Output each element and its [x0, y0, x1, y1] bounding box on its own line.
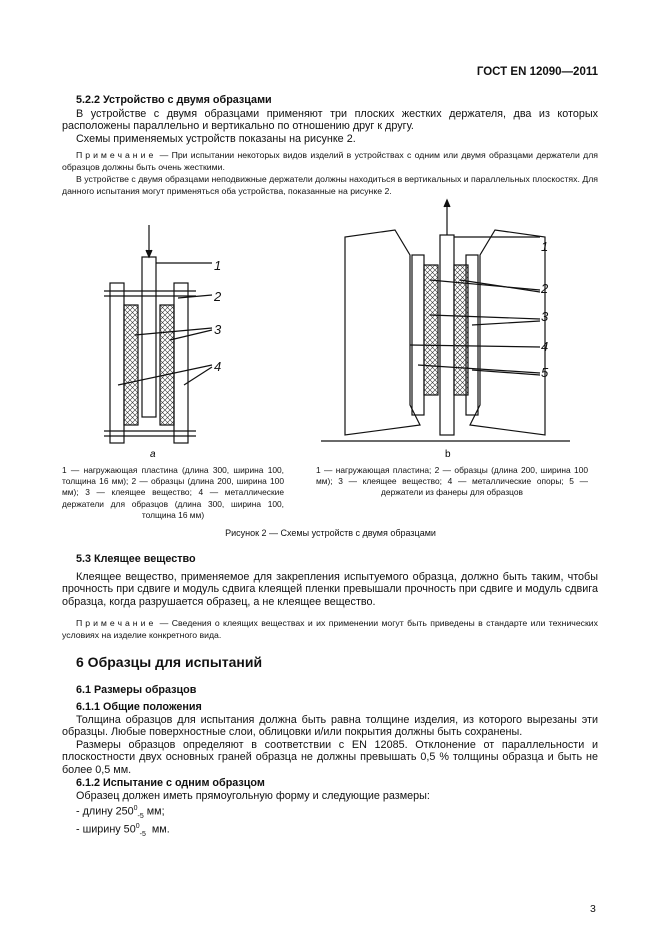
- figure-label-b: b: [445, 449, 451, 460]
- item-text: - ширину 50: [76, 823, 136, 836]
- paragraph: В устройстве с двумя образцами неподвижные держатели должны находиться в вертикальных и параллельных плоскостях. Для данного испытания могут применяться оба устройства, показанные на рисунке 2.: [62, 174, 598, 196]
- note: [62, 149, 598, 173]
- figure-legend-b: 1 — нагружающая пластина; 2 — образцы (длина 200, ширина 100 мм); 3 — клеящее вещество; 4 — металлические опоры; 5 — держатели из фанеры для образцов: [316, 465, 588, 498]
- paragraph: Толщина образцов для испытания должна быть равна толщине изделия, из которого вырезаны эти образцы. Любые поверхностные слои, облицовки и/или покрытия должны быть сохранены.: [62, 714, 598, 739]
- callout-b-2: 2: [541, 281, 549, 296]
- callout-a-3: 3: [214, 322, 222, 337]
- section-heading: 6.1.1 Общие положения: [76, 701, 202, 713]
- tolerance-lower: -5: [137, 812, 144, 820]
- page-number: 3: [590, 903, 596, 915]
- section-heading: 6.1 Размеры образцов: [76, 684, 197, 696]
- list-item: [76, 805, 165, 820]
- note-text: — Сведения о клеящих веществах и их применении могут быть приведены в стандарте или технических условиях на изделие конкретного вида.: [62, 618, 598, 640]
- tolerance-upper: 0: [135, 823, 140, 830]
- callout-b-3: 3: [541, 309, 549, 324]
- callout-b-1: 1: [541, 239, 549, 254]
- paragraph: Размеры образцов определяют в соответствии с EN 12085. Отклонение от параллельности и плоскостности двух основных граней образца не должны превышать 0,5 % толщины образца и быть не более 0,5 мм.: [62, 739, 598, 776]
- callout-b-4: 4: [541, 339, 549, 354]
- item-unit: мм;: [143, 805, 165, 818]
- device-a: [104, 225, 212, 443]
- section-heading: 5.2.2 Устройство с двумя образцами: [76, 94, 272, 106]
- item-text: - длину 250: [76, 805, 134, 818]
- list-item: [76, 823, 170, 838]
- figure-label-a: a: [150, 449, 156, 460]
- item-unit: мм.: [145, 823, 170, 836]
- callout-a-1: 1: [214, 258, 222, 273]
- chapter-heading: 6 Образцы для испытаний: [76, 654, 263, 670]
- callout-b-5: 5: [541, 365, 549, 380]
- note-text: — При испытании некоторых видов изделий в устройствах с одним или двумя образцами держатели для образцов должны быть очень жесткими.: [62, 150, 598, 172]
- note: [62, 617, 598, 641]
- figure-2-drawing: [0, 195, 661, 460]
- device-b: [321, 200, 570, 441]
- paragraph: Схемы применяемых устройств показаны на рисунке 2.: [76, 133, 356, 145]
- section-heading: 5.3 Клеящее вещество: [76, 553, 196, 565]
- paragraph: В устройстве с двумя образцами применяют три плоских жестких держателя, два из которых расположены параллельно и вертикально по отношению друг к другу.: [62, 108, 598, 133]
- tolerance-lower: -5: [139, 830, 146, 838]
- callout-a-4: 4: [214, 359, 222, 374]
- note-label: Примечание: [76, 150, 157, 160]
- note-label: Примечание: [76, 618, 157, 628]
- figure-legend-a: 1 — нагружающая пластина (длина 300, ширина 100, толщина 16 мм); 2 — образцы (длина 200, ширина 100 мм); 3 — клеящее вещество; 4 — металлические держатели для образцов (длина 300, ширина 100, толщина 16 мм): [62, 465, 284, 520]
- callout-a-2: 2: [214, 289, 222, 304]
- paragraph: Образец должен иметь прямоугольную форму и следующие размеры:: [76, 790, 430, 802]
- tolerance-upper: 0: [133, 805, 138, 812]
- document-header: ГОСТ EN 12090—2011: [476, 66, 598, 78]
- paragraph: Клеящее вещество, применяемое для закрепления испытуемого образца, должно быть таким, чтобы прочность при сдвиге и модуль сдвига клеящей пленки превышали прочность при сдвиге и модуль сдвига образца, когда разрушается образец, а не клеящее вещество.: [62, 571, 598, 608]
- section-heading: 6.1.2 Испытание с одним образцом: [76, 777, 265, 789]
- figure-title: Рисунок 2 — Схемы устройств с двумя образцами: [225, 528, 436, 538]
